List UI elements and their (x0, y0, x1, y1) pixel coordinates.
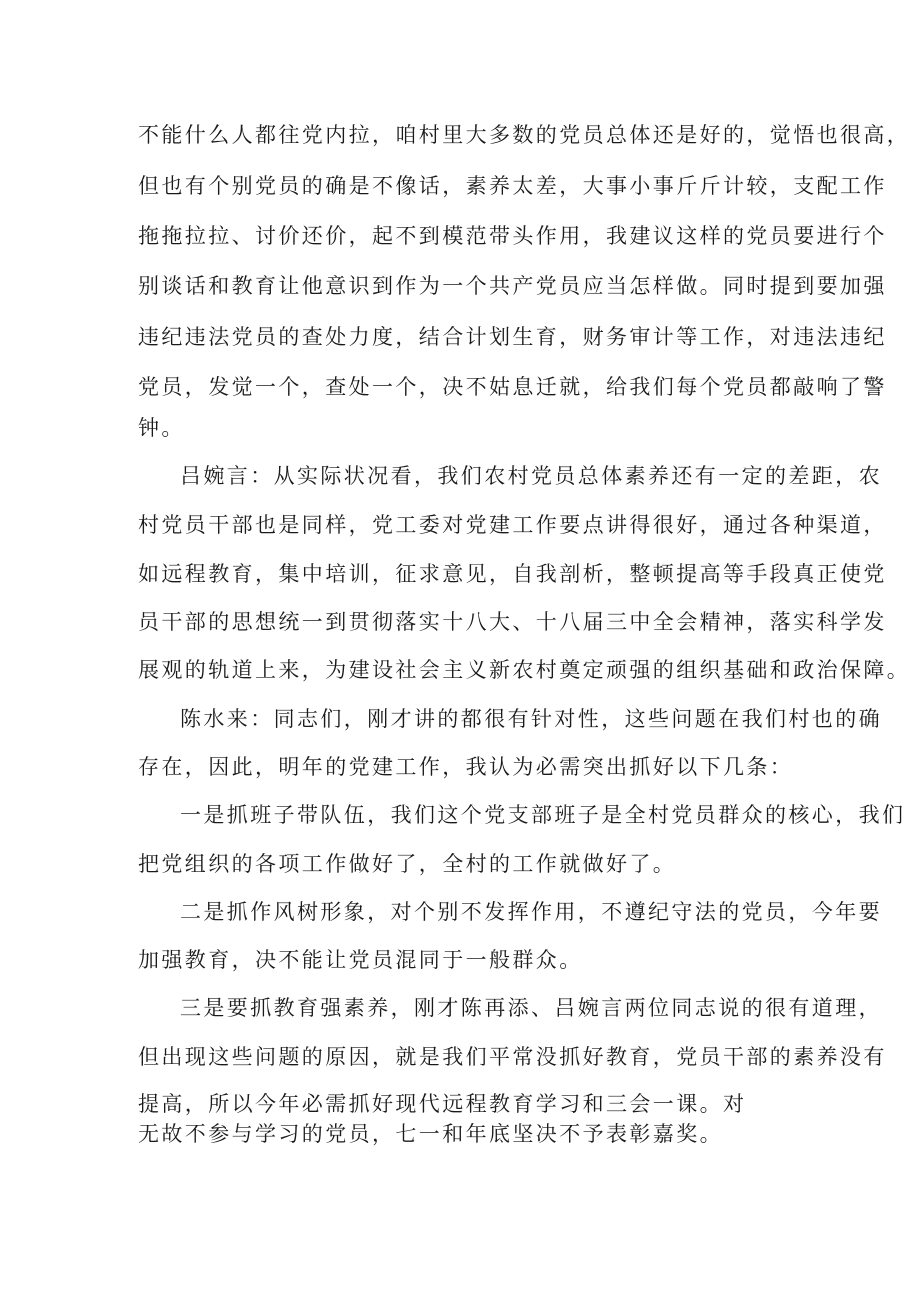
text-line: 展观的轨道上来，为建设社会主义新农村奠定顽强的组织基础和政治保障。 (138, 658, 911, 682)
paragraph-first-line: 吕婉言：从实际状况看，我们农村党员总体素养还有一定的差距，农 (180, 464, 882, 488)
paragraph-first-line: 陈水来：同志们，刚才讲的都很有针对性，这些问题在我们村也的确 (180, 707, 882, 731)
text-line: 提高，所以今年必需抓好现代远程教育学习和三会一课。对 (138, 1092, 747, 1116)
text-line: 村党员干部也是同样，党工委对党建工作要点讲得很好，通过各种渠道， (138, 513, 887, 537)
paragraph-first-line: 三是要抓教育强素养，刚才陈再添、吕婉言两位同志说的很有道理， (180, 996, 882, 1020)
text-line: 不能什么人都往党内拉，咱村里大多数的党员总体还是好的，觉悟也很高， (138, 123, 911, 147)
text-line: 违纪违法党员的查处力度，结合计划生育，财务审计等工作，对违法违纪 (138, 325, 887, 349)
text-line: 但出现这些问题的原因，就是我们平常没抓好教育，党员干部的素养没有 (138, 1045, 887, 1069)
text-line: 如远程教育，集中培训，征求意见，自我剖析，整顿提高等手段真正使党 (138, 562, 887, 586)
text-line: 把党组织的各项工作做好了，全村的工作就做好了。 (138, 852, 677, 876)
text-line: 员干部的思想统一到贯彻落实十八大、十八届三中全会精神，落实科学发 (138, 610, 887, 634)
text-line: 加强教育，决不能让党员混同于一般群众。 (138, 948, 583, 972)
text-line: 无故不参与学习的党员，七一和年底坚决不予表彰嘉奖。 (138, 1122, 723, 1146)
text-line: 别谈话和教育让他意识到作为一个共产党员应当怎样做。同时提到要加强 (138, 274, 887, 298)
paragraph-first-line: 二是抓作风树形象，对个别不发挥作用，不遵纪守法的党员，今年要 (180, 900, 882, 924)
text-line: 钟。 (138, 416, 185, 440)
text-line: 拖拖拉拉、讨价还价，起不到模范带头作用，我建议这样的党员要进行个 (138, 224, 887, 248)
text-line: 但也有个别党员的确是不像话，素养太差，大事小事斤斤计较，支配工作 (138, 174, 887, 198)
text-line: 党员，发觉一个，查处一个，决不姑息迁就，给我们每个党员都敲响了警 (138, 375, 887, 399)
paragraph-first-line: 一是抓班子带队伍，我们这个党支部班子是全村党员群众的核心，我们 (180, 803, 906, 827)
text-line: 存在，因此，明年的党建工作，我认为必需突出抓好以下几条： (138, 755, 794, 779)
